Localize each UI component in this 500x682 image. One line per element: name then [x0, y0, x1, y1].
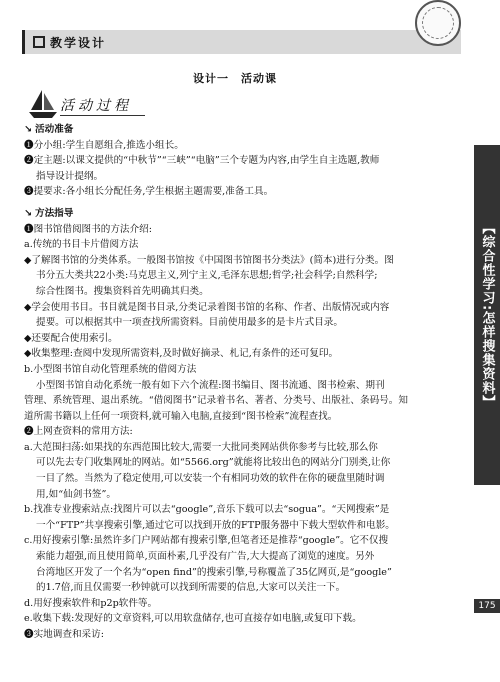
line-text: 小型图书馆自动化系统一般有如下六个流程:图书编目、图书流通、图书检索、期刊: [36, 379, 385, 391]
text-line: [24, 268, 464, 284]
text-line: [24, 549, 464, 565]
line-text: e.收集下载:发现好的文章资料,可以用软盘储存,也可直接存如电脑,或复印下载。: [24, 613, 362, 625]
line-text: b.小型图书馆自动化管理系统的借阅方法: [24, 363, 197, 375]
line-text: ◆收集整理:查阅中发现所需资料,及时做好摘录、札记,有条件的还可复印。: [24, 348, 339, 360]
line-text: 提要。可以根据其中一项查找所需资料。目前使用最多的是卡片式目录。: [36, 317, 343, 329]
text-line: [24, 284, 464, 300]
text-line: [24, 455, 464, 471]
arrow-icon: ↘: [24, 124, 33, 135]
line-text: ❷定主题:以课文提供的“中秋节”“三峡”“电脑”三个专题为内容,由学生自主选题,教师: [24, 155, 380, 167]
text-line: [24, 533, 464, 549]
line-text: ◆了解图书馆的分类体系。一般图书馆按《中国图书馆图书分类法》(简本)进行分类。图: [24, 254, 394, 266]
line-text: 书分五大类共22小类:马克思主义,列宁主义,毛泽东思想;哲学;社会科学;自然科学;: [36, 270, 378, 282]
text-line: [24, 580, 464, 596]
subsection-heading: [24, 206, 464, 222]
line-text: 台湾地区开发了一个名为“open find”的搜索引擎,号称覆盖了35亿网页,是“google”: [36, 566, 392, 578]
text-line: [24, 362, 464, 378]
subsection-heading: [24, 122, 464, 138]
line-text: 方法指导: [35, 207, 74, 219]
text-line: [24, 424, 464, 440]
text-line: [24, 138, 464, 154]
page-title: 设计一 活动课: [193, 72, 277, 85]
text-line: [24, 346, 464, 362]
line-text: ❸实地调查和采访:: [24, 629, 104, 640]
text-line: [24, 440, 464, 456]
line-text: ❷上网查资料的常用方法:: [24, 426, 133, 438]
line-text: 管理、系统管理、退出系统。“借阅图书”记录着书名、著者、分类号、出版社、条码号。知: [24, 395, 408, 407]
text-line: [24, 253, 464, 269]
line-text: ❶图书馆借阅图书的方法介绍:: [24, 223, 152, 235]
text-line: [24, 409, 464, 425]
page-number: 175: [474, 599, 500, 613]
line-text: ❶分小组:学生自愿组合,推选小组长。: [24, 139, 184, 151]
line-text: 活动准备: [35, 124, 74, 135]
text-line: [24, 222, 464, 238]
line-text: a.大范围扫荡:如果找的东西范围比较大,需要一大批同类网站供你参考与比较,那么你: [24, 441, 378, 453]
line-text: d.用好搜索软件和p2p软件等。: [24, 597, 158, 609]
header-box-icon: [33, 36, 45, 48]
line-text: ◆学会使用书目。书目就是图书目录,分类记录着图书馆的名称、作者、出版情况或内容: [24, 301, 390, 313]
text-line: [24, 596, 464, 612]
text-line: [24, 331, 464, 347]
section-title: 活动过程: [60, 98, 132, 114]
text-line: [24, 393, 464, 409]
sailboat-icon: [28, 88, 58, 120]
line-text: 一目了然。当然为了稳定使用,可以安装一个有相同功效的软件在你的硬盘里随时调: [36, 473, 385, 485]
page-header: [22, 30, 461, 54]
line-text: 的1.7倍,而且仅需要一秒钟就可以找到所需要的信息,大家可以关注一下。: [36, 582, 346, 594]
side-tab: 【综合性学习:怎样搜集资料】: [474, 145, 500, 485]
line-text: ◆还要配合使用索引。: [24, 332, 118, 344]
line-text: 综合性图书。搜集资料首先明确其归类。: [36, 285, 209, 297]
text-line: [24, 565, 464, 581]
section-underline: [60, 115, 145, 116]
seal-inner: [422, 7, 454, 39]
text-line: [24, 169, 464, 185]
arrow-icon: ↘: [24, 207, 33, 219]
text-line: [24, 471, 464, 487]
text-line: [24, 611, 464, 627]
text-line: [24, 378, 464, 394]
text-line: [24, 153, 464, 169]
corner-seal: [415, 0, 461, 46]
body-text: [24, 122, 464, 643]
line-text: 索能力超强,而且使用简单,页面朴素,几乎没有广告,大大提高了浏览的速度。另外: [36, 551, 375, 563]
line-text: 用,如“仙剑书签”。: [36, 488, 117, 500]
line-text: 可以先去专门收集网址的网站。如“5566.org”就能将比较出色的网站分门别类,让你: [36, 457, 391, 469]
text-line: [24, 487, 464, 503]
text-line: [24, 315, 464, 331]
line-text: a.传统的书目卡片借阅方法: [24, 239, 139, 251]
line-text: ❸提要求:各小组长分配任务,学生根据主题需要,准备工具。: [24, 186, 274, 198]
line-text: b.找准专业搜索站点:找图片可以去“google”,音乐下载可以去“sogua”。“天网搜索”是: [24, 504, 390, 516]
text-line: [24, 300, 464, 316]
line-text: 道所需书籍以上任何一项资料,就可输入电脑,直接到“图书检索”流程查找。: [24, 410, 338, 422]
line-text: c.用好搜索引擎:虽然许多门户网站都有搜索引擎,但笔者还是推荐“google”。它不仅搜: [24, 535, 389, 547]
text-line: [24, 502, 464, 518]
text-line: [24, 184, 464, 200]
text-line: [24, 627, 464, 643]
line-text: 一个“FTP”共享搜索引擎,通过它可以找到开放的FTP服务器中下载大型软件和电影。: [36, 519, 395, 531]
header-label: 教学设计: [50, 35, 107, 50]
text-line: [24, 237, 464, 253]
text-line: [24, 518, 464, 534]
line-text: 指导设计提纲。: [36, 170, 104, 182]
